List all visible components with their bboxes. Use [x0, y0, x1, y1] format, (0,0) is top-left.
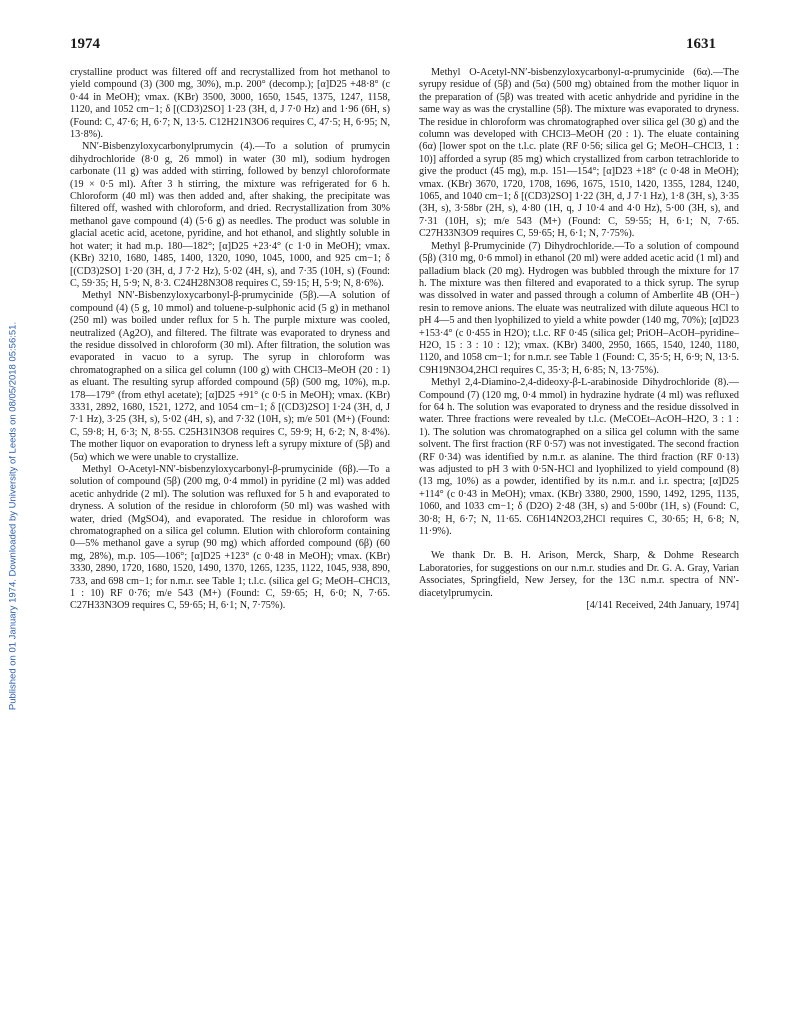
header-year: 1974: [70, 36, 100, 52]
download-notice-sidebar: [6, 0, 20, 1031]
download-notice-text: Published on 01 January 1974. Downloaded by University of Leeds on 08/05/2018 05:56:51.: [7, 321, 19, 710]
acknowledgement-paragraph: We thank Dr. B. H. Arison, Merck, Sharp, & Dohme Research Laboratories, for suggestions on our n.m.r. studies and Dr. G. A. Gray, Varian Associates, Springfield, New Jersey, for the 13C n.m.r. spectra of NN′-diacetylprumycin.: [419, 550, 739, 599]
paragraph-compound-3-end: crystalline product was filtered off and recrystallized from hot methanol to yield compound (3) (300 mg, 30%), m.p. 200° (decomp.); [α]D25 +48·8° (c 0·44 in MeOH); νmax. (KBr) 3500, 3000, 1650, 1545, 1375, 1247, 1158, 1120, and 1052 cm−1; δ [(CD3)2SO] 1·23 (3H, d, J 7·0 Hz) and 1·96 (6H, s) (Found: C, 47·6; H, 6·7; N, 13·5. C12H21N3O6 requires C, 47·5; H, 6·95; N, 13·8%).: [70, 67, 390, 141]
right-column: [419, 67, 739, 612]
paragraph-compound-6-beta: Methyl O-Acetyl-NN′-bisbenzyloxycarbonyl-β-prumycinide (6β).—To a solution of compound (5β) (200 mg, 0·4 mmol) in pyridine (2 ml) was added acetic anhydride (2 ml). The solution was refluxed for 5 h and evaporated to dryness. A solution of the residue in chloroform (50 ml) was washed with water, dried (MgSO4), and evaporated. The residue in chloroform was chromatographed on a silica gel column. Elution with chloroform containing 0—5% methanol gave a syrup (90 mg) which afforded compound (6β) (60 mg, 28%), m.p. 105—106°; [α]D25 +123° (c 0·48 in MeOH); νmax. (KBr) 3330, 2890, 1720, 1680, 1520, 1490, 1370, 1265, 1235, 1122, 1045, 938, 890, 733, and 698 cm−1; for n.m.r. see Table 1; t.l.c. (silica gel G; MeOH–CHCl3, 1 : 10) RF 0·76; m/e 543 (M+) (Found: C, 59·65; H, 6·0; N, 7·65. C27H33N3O9 requires C, 59·65; H, 6·1; N, 7·75%).: [70, 464, 390, 612]
received-date: [4/141 Received, 24th January, 1974]: [586, 600, 739, 612]
header-page-number: 1631: [686, 36, 716, 52]
left-column: [70, 67, 390, 613]
paragraph-compound-7: Methyl β-Prumycinide (7) Dihydrochloride.—To a solution of compound (5β) (310 mg, 0·6 mmol) in ethanol (20 ml) were added acetic acid (1 ml) and palladium black (20 mg). Hydrogen was bubbled through the mixture for 17 h. The mixture was then filtered and evaporated to a thick syrup. The syrup was dissolved in water and passed through a column of Amberlite 4B (OH−) resin to remove anions. The eluate was neutralized with dilute aqueous HCl to pH 4—5 and then lyophilized to yield a white powder (140 mg, 70%); [α]D23 +153·4° (c 0·455 in H2O); t.l.c. RF 0·45 (silica gel; PriOH–AcOH–pyridine–H2O, 15 : 3 : 10 : 12); νmax. (KBr) 3400, 2950, 1665, 1540, 1240, 1180, 1120, and 1058 cm−1; for n.m.r. see Table 1 (Found: C, 35·5; H, 6·9; N, 13·5. C9H19N3O4,2HCl requires C, 35·3; H, 6·85; N, 13·75%).: [419, 240, 739, 376]
paragraph-compound-4: NN′-Bisbenzyloxycarbonylprumycin (4).—To a solution of prumycin dihydrochloride (8·0 g, 26 mmol) in water (30 ml), sodium hydrogen carbonate (11 g) was added with stirring, followed by benzyl chloroformate (19 × 0·5 ml). After 3 h stirring, the mixture was refrigerated for 6 h. Chloroform (40 ml) was then added and, after shaking, the precipitate was filtered off, washed with chloroform, and dried. Recrystallization from 30% methanol gave compound (4) (5·6 g) as needles. The product was soluble in glacial acetic acid, acetone, pyridine, and hot ethanol, and slightly soluble in hot water; it had m.p. 180—182°; [α]D25 +23·4° (c 1·0 in MeOH); νmax. (KBr) 3210, 1680, 1485, 1400, 1320, 1090, 1045, 1000, and 925 cm−1; δ [(CD3)2SO] 1·20 (3H, d, J 7·2 Hz), 5·02 (4H, s), and 7·35 (10H, s) (Found: C, 59·35; H, 5·9; N, 8·3. C24H28N3O8 requires C, 59·15; H, 5·9; N, 8·6%).: [70, 141, 390, 289]
paragraph-compound-6-alpha: Methyl O-Acetyl-NN′-bisbenzyloxycarbonyl-α-prumycinide (6α).—The syrupy residue of (5β) and (5α) (500 mg) obtained from the mother liquor in the preparation of (5β) was treated with acetic anhydride and pyridine in the same way as was the crystalline (5β). The mixture was evaporated to dryness. The residue in chloroform was chromatographed over silica gel (30 g) and the column was developed with CHCl3–MeOH (20 : 1). The eluate containing (6α) [lower spot on the t.l.c. plate (RF 0·56; silica gel G; MeOH–CHCl3, 1 : 10)] afforded a syrup (85 mg) which crystallized from carbon tetrachloride to give the product (45 mg), m.p. 151—154°; [α]D23 +18° (c 0·48 in MeOH); νmax. (KBr) 3670, 1720, 1708, 1696, 1675, 1510, 1420, 1355, 1284, 1240, 1065, and 1040 cm−1; δ [(CD3)2SO] 1·22 (3H, d, J 7·1 Hz), 1·8 (3H, s), 3·35 (3H, s), 3·58br (2H, s), 4·80 (1H, q, J 10·4 and 4·0 Hz), 5·00 (3H, s), and 7·31 (10H, s); m/e 543 (M+) (Found: C, 59·55; H, 6·1; N, 7·65. C27H33N3O9 requires C, 59·65; H, 6·1; N, 7·75%).: [419, 67, 739, 240]
paragraph-compound-8: Methyl 2,4-Diamino-2,4-dideoxy-β-L-arabinoside Dihydrochloride (8).—Compound (7) (120 mg, 0·4 mmol) in hydrazine hydrate (4 ml) was refluxed for 64 h. The solution was evaporated to dryness and the residue dissolved in water. Three fractions were revealed by t.l.c. (MeCOEt–AcOH–H2O, 3 : 1 : 1). The solution was chromatographed on a silica gel column with the same solvent. The first fraction (RF 0·57) was not investigated. The second fraction (RF 0·34) was identified by n.m.r. as alanine. The third fraction (RF 0·13) was adjusted to pH 3 with 0·5N-HCl and lyophilized to yield compound (8) (13 mg, 10%) as a powder, identified by its n.m.r. and i.r. spectra; [α]D25 +114° (c 0·43 in MeOH); νmax. (KBr) 3380, 2900, 1590, 1492, 1295, 1135, 1060, and 1033 cm−1; δ (D2O) 2·48 (3H, s) and 5·00br (1H, s) (Found: C, 30·8; H, 6·7; N, 11·65. C6H14N2O3,2HCl requires C, 30·65; H, 6·8; N, 11·9%).: [419, 377, 739, 538]
paragraph-compound-5-beta: Methyl NN′-Bisbenzyloxycarbonyl-β-prumycinide (5β).—A solution of compound (4) (5 g, 10 mmol) and toluene-p-sulphonic acid (5 g) in methanol (250 ml) was boiled under reflux for 5 h. The purple mixture was cooled, neutralized (Ag2O), and filtered. The filtrate was evaporated to dryness and the residue dissolved in chloroform (30 ml). After filtration, the solution was evaporated in vacuo to a syrup. The syrup in chloroform was chromatographed on a silica gel column (100 g) with CHCl3–MeOH (20 : 1) as eluant. The resulting syrup afforded compound (5β) (500 mg, 10%), m.p. 178—179° (from ethyl acetate); [α]D25 +91° (c 0·5 in MeOH); νmax. (KBr) 3331, 2892, 1680, 1521, 1272, and 1054 cm−1; δ [(CD3)2SO] 1·24 (3H, d, J 7·1 Hz), 3·25 (3H, s), 5·02 (4H, s), and 7·32 (10H, s); m/e 501 (M+) (Found: C, 59·8; H, 6·3; N, 8·55. C25H31N3O8 requires C, 59·9; H, 6·2; N, 8·4%). The mother liquor on evaporation to dryness left a syrupy mixture of (5β) and (5α) which we were unable to crystallize.: [70, 290, 390, 463]
